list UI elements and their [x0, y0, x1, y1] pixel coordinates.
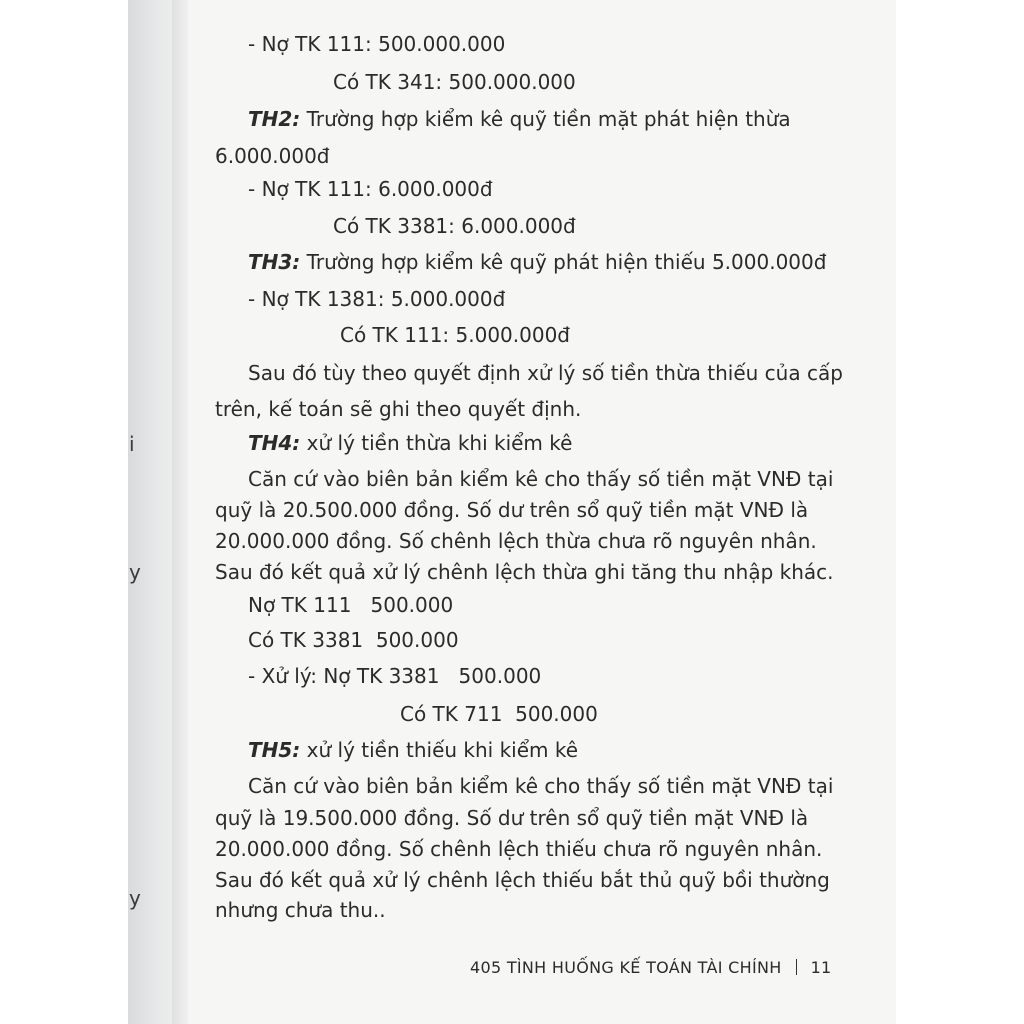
text-line: quỹ là 20.500.000 đồng. Số dư trên sổ quỹ tiền mặt VNĐ là — [215, 498, 809, 522]
text-line: - Nợ TK 111: 500.000.000 — [248, 32, 506, 56]
case-text: xử lý tiền thiếu khi kiểm kê — [306, 738, 579, 762]
text-line: Căn cứ vào biên bản kiểm kê cho thấy số tiền mặt VNĐ tại — [248, 774, 834, 798]
text-line: quỹ là 19.500.000 đồng. Số dư trên sổ quỹ tiền mặt VNĐ là — [215, 806, 809, 830]
case-heading-th5 — [248, 737, 578, 763]
text-line: 20.000.000 đồng. Số chênh lệch thừa chưa rõ nguyên nhân. — [215, 529, 817, 553]
text-line: trên, kế toán sẽ ghi theo quyết định. — [215, 397, 582, 421]
text-line: Có TK 111: 5.000.000đ — [340, 323, 570, 347]
text-line: nhưng chưa thu.. — [215, 898, 386, 922]
page-footer — [470, 958, 832, 977]
text-line: - Nợ TK 1381: 5.000.000đ — [248, 287, 506, 311]
text-line: Có TK 341: 500.000.000 — [333, 70, 576, 94]
case-text: Trường hợp kiểm kê quỹ tiền mặt phát hiện thừa — [306, 107, 791, 131]
text-line: 20.000.000 đồng. Số chênh lệch thiếu chưa rõ nguyên nhân. — [215, 837, 823, 861]
text-line: Sau đó kết quả xử lý chênh lệch thừa ghi tăng thu nhập khác. — [215, 560, 834, 584]
case-label: TH3: — [248, 250, 301, 274]
case-text: Trường hợp kiểm kê quỹ phát hiện thiếu 5.000.000đ — [306, 250, 827, 274]
right-background — [896, 0, 1024, 1024]
text-line: Nợ TK 111 500.000 — [248, 593, 454, 617]
text-line: Có TK 3381 500.000 — [248, 628, 459, 652]
left-page-edge-char: i — [129, 432, 135, 456]
left-page-edge-char: y — [129, 560, 141, 584]
text-line: Có TK 711 500.000 — [400, 702, 598, 726]
case-heading-th3 — [248, 249, 826, 275]
text-line: Sau đó tùy theo quyết định xử lý số tiền thừa thiếu của cấp — [248, 361, 843, 385]
gutter-shadow — [172, 0, 188, 1024]
text-line: Có TK 3381: 6.000.000đ — [333, 214, 576, 238]
case-heading-th4 — [248, 430, 572, 456]
text-line: 6.000.000đ — [215, 144, 330, 168]
case-label: TH5: — [248, 738, 301, 762]
footer-divider — [796, 959, 797, 975]
page-number: 11 — [810, 958, 832, 977]
case-text: xử lý tiền thừa khi kiểm kê — [306, 431, 573, 455]
book-title: 405 TÌNH HUỐNG KẾ TOÁN TÀI CHÍNH — [470, 958, 782, 977]
text-line: - Xử lý: Nợ TK 3381 500.000 — [248, 664, 542, 688]
left-background — [0, 0, 128, 1024]
case-heading-th2 — [248, 106, 791, 132]
left-page-edge-char: y — [129, 886, 141, 910]
text-line: - Nợ TK 111: 6.000.000đ — [248, 177, 493, 201]
text-line: Sau đó kết quả xử lý chênh lệch thiếu bắt thủ quỹ bồi thường — [215, 868, 830, 892]
case-label: TH4: — [248, 431, 301, 455]
case-label: TH2: — [248, 107, 301, 131]
text-line: Căn cứ vào biên bản kiểm kê cho thấy số tiền mặt VNĐ tại — [248, 467, 834, 491]
